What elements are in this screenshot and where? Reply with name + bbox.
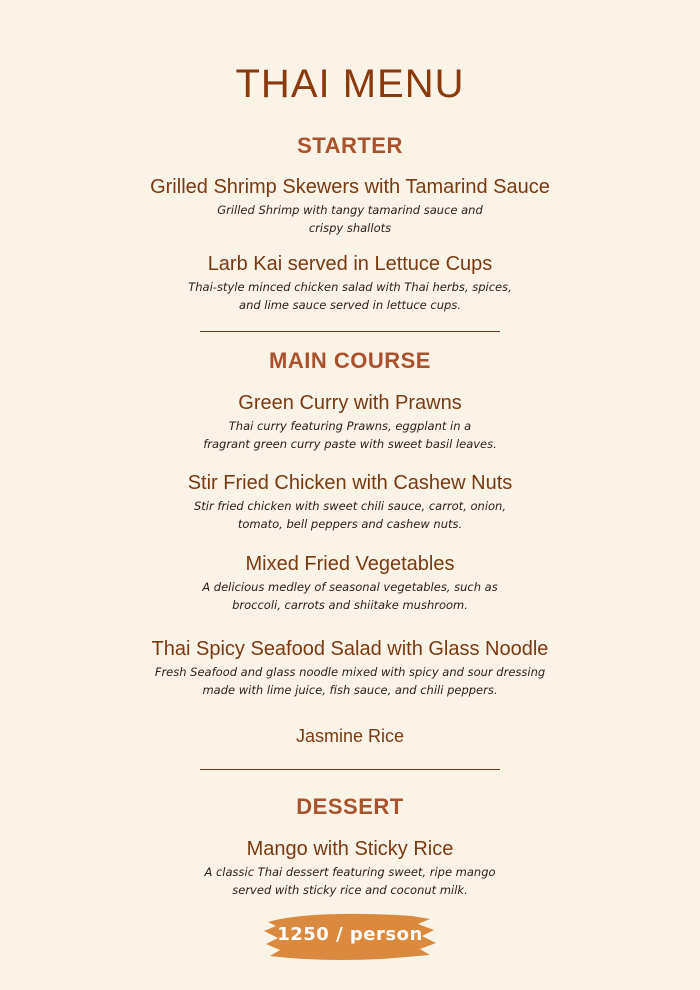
price-label: 1250 / person [277,924,423,945]
menu-title: THAI MENU [235,62,465,106]
section-divider [200,331,500,332]
item-name: Green Curry with Prawns [238,392,462,414]
menu-item-grilled-shrimp [0,175,700,237]
item-name: Mango with Sticky Rice [246,838,454,860]
description-line: Stir fried chicken with sweet chili sauce, carrot, onion, [193,499,507,513]
description-line: Fresh Seafood and glass noodle mixed with spicy and sour dressing [154,665,546,679]
menu-item-seafood-salad [0,637,700,699]
menu-item-mixed-vegetables [0,552,700,614]
description-line: Grilled Shrimp with tangy tamarind sauce and [217,203,483,217]
item-description [140,663,560,699]
menu-item-larb-kai [0,252,700,314]
item-description [150,278,550,314]
description-line: crispy shallots [308,221,392,235]
section-heading-starter: STARTER [297,133,403,158]
menu-item-green-curry [0,391,700,453]
description-line: made with lime juice, fish sauce, and chili peppers. [202,683,498,697]
item-name: Larb Kai served in Lettuce Cups [207,253,493,275]
section-heading-main-course: MAIN COURSE [269,348,431,373]
description-line: Thai curry featuring Prawns, eggplant in a [228,419,472,433]
description-line: fragrant green curry paste with sweet basil leaves. [203,437,497,451]
item-description [150,497,550,533]
description-line: tomato, bell peppers and cashew nuts. [237,517,463,531]
description-line: Thai-style minced chicken salad with Thai herbs, spices, [188,280,512,294]
section-heading-dessert: DESSERT [296,794,404,819]
section-divider [200,769,500,770]
description-line: served with sticky rice and coconut milk. [232,883,468,897]
item-name: Thai Spicy Seafood Salad with Glass Noodle [151,638,549,660]
item-name: Jasmine Rice [295,726,405,746]
menu-item-jasmine-rice [0,724,700,748]
item-description [150,201,550,237]
description-line: and lime sauce served in lettuce cups. [239,298,461,312]
item-name: Stir Fried Chicken with Cashew Nuts [187,472,513,494]
item-name: Mixed Fried Vegetables [245,553,455,575]
description-line: A delicious medley of seasonal vegetables, such as [202,580,498,594]
item-name: Grilled Shrimp Skewers with Tamarind Sauce [150,176,550,198]
menu-item-stir-fried-chicken [0,471,700,533]
description-line: broccoli, carrots and shiitake mushroom. [232,598,468,612]
menu-item-mango-sticky-rice [0,837,700,899]
price-badge [262,910,438,962]
item-description [150,578,550,614]
description-line: A classic Thai dessert featuring sweet, ripe mango [204,865,496,879]
item-description [150,417,550,453]
item-description [150,863,550,899]
